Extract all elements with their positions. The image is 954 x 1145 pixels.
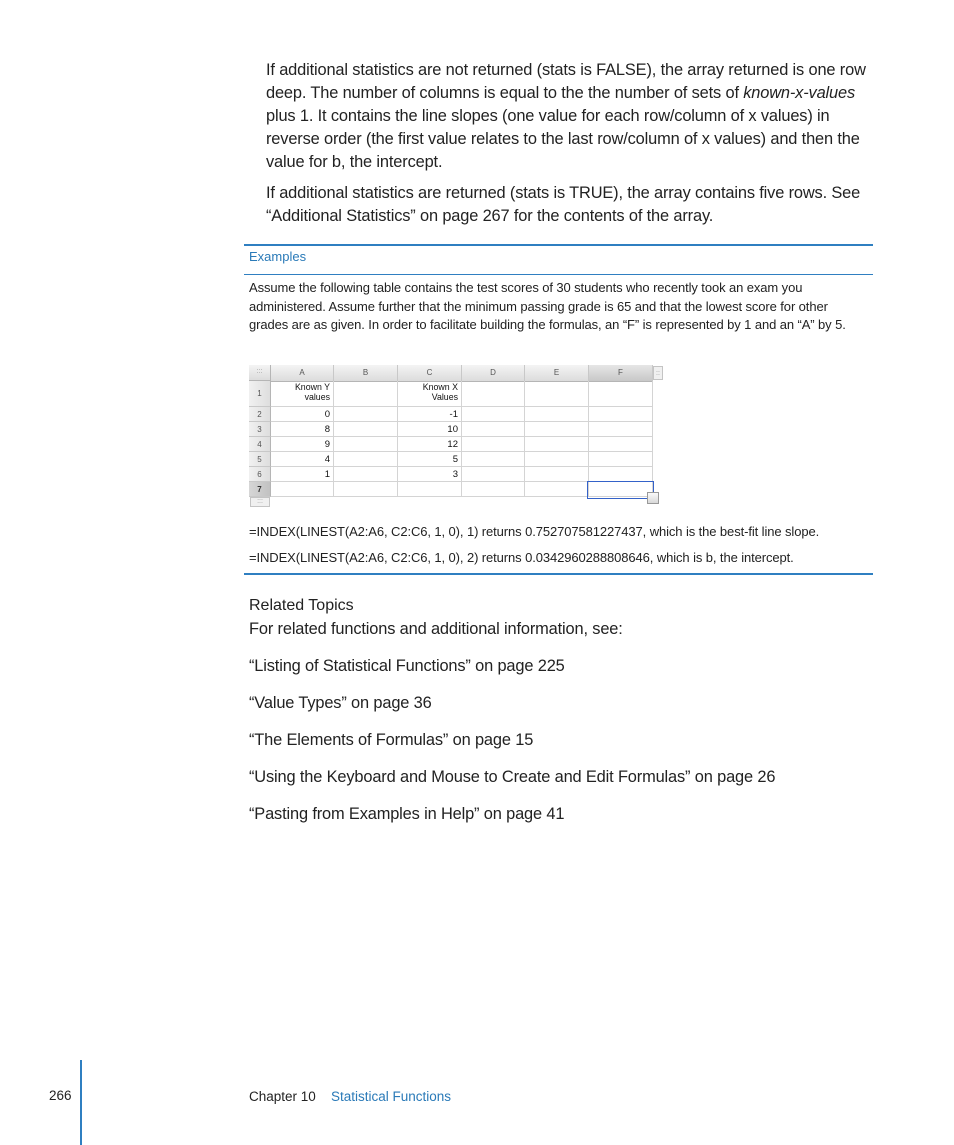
cell-b3[interactable] <box>334 422 398 437</box>
cell-a1-line2: values <box>304 392 330 402</box>
cell-a7[interactable] <box>271 482 334 497</box>
related-link-pasting-examples[interactable]: “Pasting from Examples in Help” on page 41 <box>249 805 565 823</box>
footer-chapter-title[interactable]: Statistical Functions <box>331 1089 452 1104</box>
cell-c2[interactable]: -1 <box>398 407 462 422</box>
cell-b1[interactable] <box>334 381 398 407</box>
cell-a1-line1: Known Y <box>294 382 330 392</box>
row-header-3[interactable]: 3 <box>249 422 271 437</box>
cell-d3[interactable] <box>462 422 525 437</box>
related-link-value-types[interactable]: “Value Types” on page 36 <box>249 694 432 712</box>
row-header-7[interactable]: 7 <box>249 482 271 497</box>
cell-e6[interactable] <box>525 467 589 482</box>
cell-d7[interactable] <box>462 482 525 497</box>
cell-c4[interactable]: 12 <box>398 437 462 452</box>
cell-b5[interactable] <box>334 452 398 467</box>
cell-d4[interactable] <box>462 437 525 452</box>
cell-b2[interactable] <box>334 407 398 422</box>
cell-f1[interactable] <box>589 381 653 407</box>
select-all-corner[interactable]: ::: <box>249 365 271 381</box>
cell-f4[interactable] <box>589 437 653 452</box>
cell-c1[interactable] <box>398 381 462 407</box>
cell-c1-line1: Known X <box>422 382 458 392</box>
cell-c6[interactable]: 3 <box>398 467 462 482</box>
cell-c5[interactable]: 5 <box>398 452 462 467</box>
column-header-a[interactable]: A <box>271 365 334 381</box>
cell-f2[interactable] <box>589 407 653 422</box>
cell-d2[interactable] <box>462 407 525 422</box>
formula-example-intercept: =INDEX(LINEST(A2:A6, C2:C6, 1, 0), 2) returns 0.0342960288808646, which is b, the intercept. <box>249 550 794 565</box>
cell-e2[interactable] <box>525 407 589 422</box>
row-header-1[interactable]: 1 <box>249 381 271 407</box>
examples-bottom-rule <box>244 573 873 575</box>
cell-d6[interactable] <box>462 467 525 482</box>
intro-paragraph-1-rest: plus 1. It contains the line slopes (one value for each row/column of x values) in reverse order (the first value relates to the last row/column of x values) and then the value for b, the intercept. <box>266 107 860 171</box>
cell-a6[interactable]: 1 <box>271 467 334 482</box>
cell-b4[interactable] <box>334 437 398 452</box>
selected-cell-f7[interactable] <box>587 481 654 499</box>
related-link-keyboard-and-mouse[interactable]: “Using the Keyboard and Mouse to Create and Edit Formulas” on page 26 <box>249 768 776 786</box>
examples-heading: Examples <box>249 249 307 264</box>
related-topics-intro: For related functions and additional information, see: <box>249 620 623 638</box>
row-resize-grip-icon[interactable]: ::: <box>250 497 270 507</box>
cell-e5[interactable] <box>525 452 589 467</box>
examples-description: Assume the following table contains the test scores of 30 students who recently took an exam you administered. Assume further that the minimum passing grade is 65 and that the lowest score for other grades are as given. In order to facilitate building the formulas, an “F” is represented by 1 and an “A” by 5. <box>249 280 846 333</box>
known-x-values-term: known-x-values <box>743 84 856 102</box>
intro-paragraph-2: If additional statistics are returned (stats is TRUE), the array contains five rows. See “Additional Statistics” on page 267 for the contents of the array. <box>266 184 861 225</box>
intro-paragraph-1-text: If additional statistics are not returned (stats is FALSE), the array returned is one row deep. The number of columns is equal to the the number of sets of <box>266 61 866 102</box>
cell-c7[interactable] <box>398 482 462 497</box>
column-resize-grip-icon[interactable]: :: <box>653 366 663 380</box>
cell-a1[interactable] <box>271 381 334 407</box>
row-header-5[interactable]: 5 <box>249 452 271 467</box>
related-link-statistical-functions[interactable]: “Listing of Statistical Functions” on page 225 <box>249 657 565 675</box>
cell-f5[interactable] <box>589 452 653 467</box>
column-header-c[interactable]: C <box>398 365 462 381</box>
row-header-2[interactable]: 2 <box>249 407 271 422</box>
footer-divider <box>80 1060 82 1145</box>
column-header-d[interactable]: D <box>462 365 525 381</box>
column-header-f[interactable]: F <box>589 365 653 381</box>
cell-d5[interactable] <box>462 452 525 467</box>
cell-e4[interactable] <box>525 437 589 452</box>
related-topics-heading: Related Topics <box>249 597 354 614</box>
examples-top-rule <box>244 244 873 246</box>
cell-a2[interactable]: 0 <box>271 407 334 422</box>
page-number: 266 <box>49 1088 72 1103</box>
cell-f6[interactable] <box>589 467 653 482</box>
cell-f3[interactable] <box>589 422 653 437</box>
cell-e7[interactable] <box>525 482 589 497</box>
row-header-6[interactable]: 6 <box>249 467 271 482</box>
cell-b6[interactable] <box>334 467 398 482</box>
cell-a5[interactable]: 4 <box>271 452 334 467</box>
cell-a3[interactable]: 8 <box>271 422 334 437</box>
column-header-e[interactable]: E <box>525 365 589 381</box>
related-link-elements-of-formulas[interactable]: “The Elements of Formulas” on page 15 <box>249 731 534 749</box>
formula-example-slope: =INDEX(LINEST(A2:A6, C2:C6, 1, 0), 1) returns 0.752707581227437, which is the best-fit line slope. <box>249 524 820 539</box>
cell-c3[interactable]: 10 <box>398 422 462 437</box>
cell-d1[interactable] <box>462 381 525 407</box>
footer-chapter-label: Chapter 10 <box>249 1089 316 1104</box>
cell-e1[interactable] <box>525 381 589 407</box>
examples-heading-rule <box>244 274 873 275</box>
row-header-4[interactable]: 4 <box>249 437 271 452</box>
intro-paragraph-1 <box>266 59 876 174</box>
cell-e3[interactable] <box>525 422 589 437</box>
cell-a4[interactable]: 9 <box>271 437 334 452</box>
table-resize-handle-icon[interactable] <box>647 492 659 504</box>
spreadsheet-table[interactable] <box>249 365 663 507</box>
column-header-b[interactable]: B <box>334 365 398 381</box>
cell-c1-line2: Values <box>431 392 458 402</box>
cell-b7[interactable] <box>334 482 398 497</box>
